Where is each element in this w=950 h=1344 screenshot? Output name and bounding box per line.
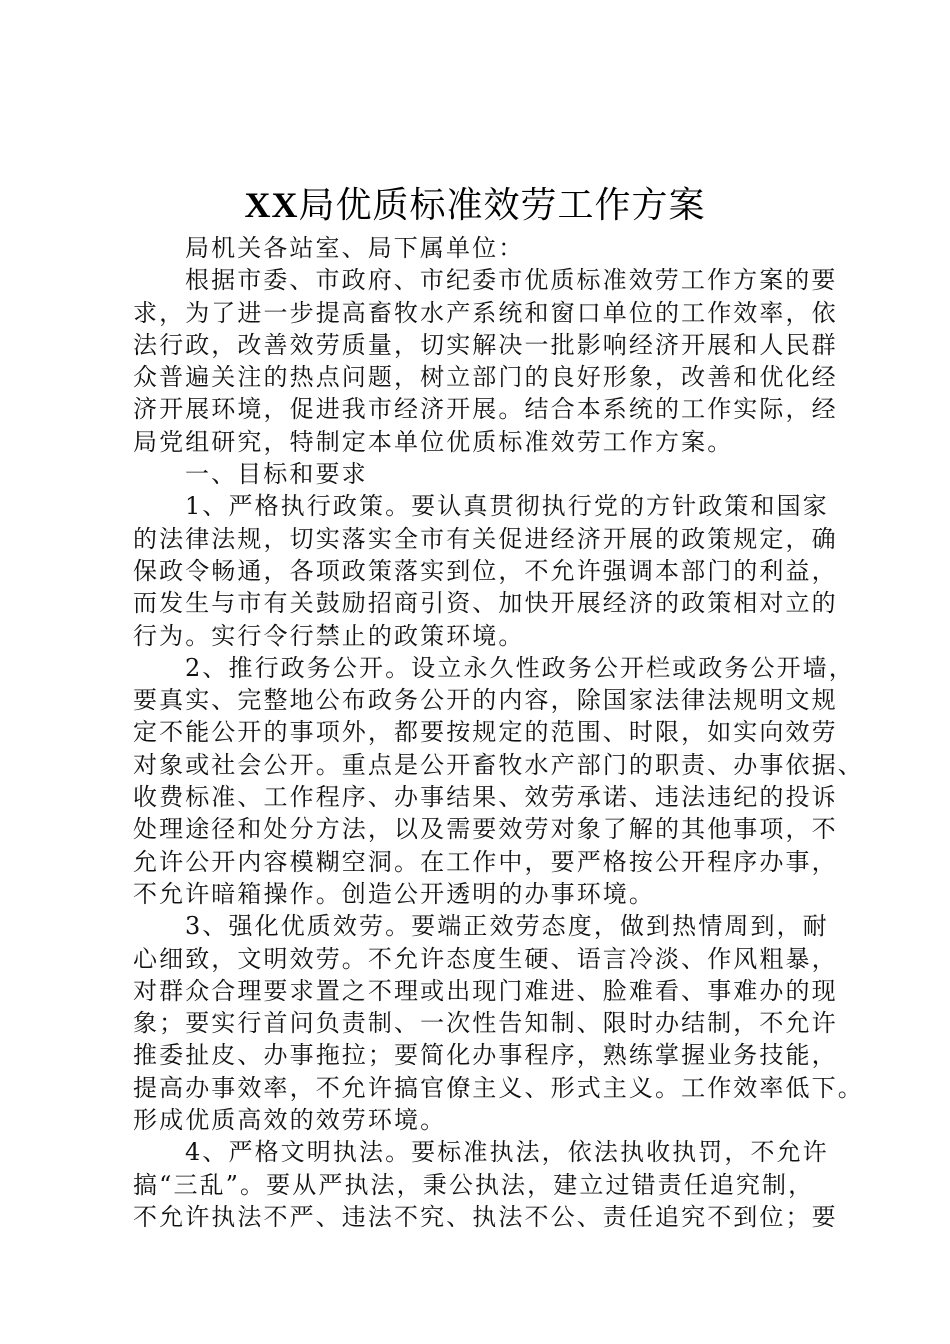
text-line: 象；要实行首问负责制、一次性告知制、限时办结制，不允许 <box>133 1009 838 1038</box>
title-prefix: XX <box>244 185 299 225</box>
text-line: 而发生与市有关鼓励招商引资、加快开展经济的政策相对立的 <box>133 589 838 618</box>
text-line: 处理途径和处分方法，以及需要效劳对象了解的其他事项，不 <box>133 815 838 844</box>
text-line: 的法律法规，切实落实全市有关促进经济开展的政策规定，确 <box>133 524 838 553</box>
text-line: 收费标准、工作程序、办事结果、效劳承诺、违法违纪的投诉 <box>133 783 838 812</box>
text-line: 允许公开内容模糊空洞。在工作中，要严格按公开程序办事， <box>133 847 838 876</box>
text-line: 保政令畅通，各项政策落实到位，不允许强调本部门的利益， <box>133 556 838 585</box>
text-line: 要真实、完整地公布政务公开的内容，除国家法律法规明文规 <box>133 686 838 715</box>
paragraph-start-line: 一、目标和要求 <box>185 460 368 489</box>
text-line: 推委扯皮、办事拖拉；要简化办事程序，熟练掌握业务技能， <box>133 1041 838 1070</box>
text-line: 局党组研究，特制定本单位优质标准效劳工作方案。 <box>133 427 734 456</box>
text-line: 不允许执法不严、违法不究、执法不公、责任追究不到位；要 <box>133 1202 838 1231</box>
title-text: 局优质标准效劳工作方案 <box>298 185 706 226</box>
text-line: 不允许暗箱操作。创造公开透明的办事环境。 <box>133 879 655 908</box>
paragraph-start-line: 2、推行政务公开。设立永久性政务公开栏或政务公开墙， <box>185 653 855 682</box>
text-line: 心细致，文明效劳。不允许态度生硬、语言冷淡、作风粗暴， <box>133 944 838 973</box>
document-body <box>133 232 864 1233</box>
text-line: 形成优质高效的效劳环境。 <box>133 1106 447 1135</box>
paragraph-start-line: 局机关各站室、局下属单位： <box>185 234 525 262</box>
text-line: 对象或社会公开。重点是公开畜牧水产部门的职责、办事依据、 <box>133 750 864 779</box>
text-line: 求，为了进一步提高畜牧水产系统和窗口单位的工作效率，依 <box>133 298 838 327</box>
text-line: 提高办事效率，不允许搞官僚主义、形式主义。工作效率低下。 <box>133 1073 864 1102</box>
paragraph-start-line: 4、严格文明执法。要标准执法，依法执收执罚，不允许 <box>185 1138 829 1167</box>
text-line: 对群众合理要求置之不理或出现门难进、脸难看、事难办的现 <box>133 976 838 1005</box>
text-line: 众普遍关注的热点问题，树立部门的良好形象，改善和优化经 <box>133 363 838 392</box>
text-line: 济开展环境，促进我市经济开展。结合本系统的工作实际，经 <box>133 395 838 424</box>
text-line: 法行政，改善效劳质量，切实解决一批影响经济开展和人民群 <box>133 330 838 359</box>
text-line: 定不能公开的事项外，都要按规定的范围、时限，如实向效劳 <box>133 718 838 747</box>
paragraph-start-line: 根据市委、市政府、市纪委市优质标准效劳工作方案的要 <box>185 266 838 295</box>
text-line: 搞“三乱”。要从严执法，秉公执法，建立过错责任追究制， <box>133 1170 815 1199</box>
paragraph-start-line: 1、严格执行政策。要认真贯彻执行党的方针政策和国家 <box>185 492 829 521</box>
paragraph-start-line: 3、强化优质效劳。要端正效劳态度，做到热情周到，耐 <box>185 912 829 941</box>
text-line: 行为。实行令行禁止的政策环境。 <box>133 621 525 650</box>
document-title <box>0 182 950 229</box>
